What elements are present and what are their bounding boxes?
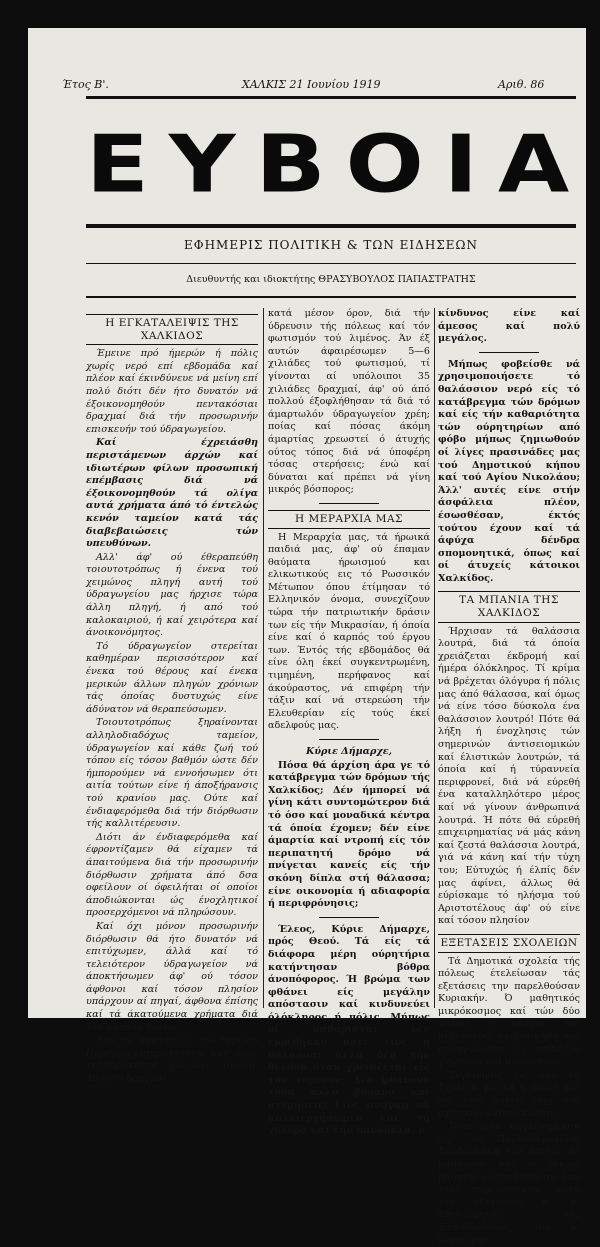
article-paragraph: Έλεος, Κύριε Δήμαρχε, πρός Θεού. Τά είς τά διάφορα μέρη ούρητήρια κατήντησαν βόθρα άνοπόφορος. Ή βρώμα των φθάνει είς μεγάλην απόστασιν καί κινδυνεύει όλόκληρος ή πόλις. Μήπως οί καθαρισταί δέν εύρέθηκαν ποτέ είνε ή θάλασσα; άλλά δέν τήν θέλουν όταν χρειάζεται είς τόν τόμεσον; Δέν φθάνουν τόσα άλλα βόσανα καί στερήσεις; Είνε ανάγκη νά καλλιεργήσωμεν καί τή χολέρα καί τήν πανούκλα; ό — [268, 923, 430, 1137]
article-paragraph: Ίδιαιτέραν συγκέντρωσιν είχε τό Παρθεναγωγείον Σανδουκάκη τού όποίου αί μαθήτριαι καί οί μικροί μαθηταί έθαυμάσθησαν άπό τούς παρευρεθέντας κατά τάς εξετάσεις κ. κ. Επιθεωρητάς τής Έκπαιδεύσεως, τόν κ. Νομάρχην, — [438, 1121, 580, 1246]
separator — [479, 352, 539, 353]
column-2 — [268, 308, 430, 1137]
place-date: ΧΑΛΚΙΣ 21 Ιουνίου 1919 — [242, 78, 381, 91]
newspaper-title: ΕΥΒΟΙΑ — [86, 118, 590, 211]
owner-line: Διευθυντής και ιδιοκτήτης ΘΡΑΣΥΒΟΥΛΟΣ ΠΑΠΑΣΤΡΑΤΗΣ — [186, 274, 476, 285]
article-headline: Κύριε Δήμαρχε, — [306, 746, 392, 757]
article-paragraph: Η Μεραρχία μας, τά ήρωικά παιδιά μας, άφ' ού έπαμαν θαύματα ήρωισμού και ελικωτικούς εις τό Ρωσσικόν Μέτωπον όπου έτίμησαν τό Ελληνικόν όνομα, συνεχίζουν τώρα τήν πατριωτικήν δράσιν των είς τήν Μικρασίαν, ή όποία είνε καί ό καρπός τού έργου των. Έντός τής εβδομάδος θά είνε όλη έκεί συγκεντρωμένη, τιμημένη, περήφανος καί άκούραστος, νά επιφέρη τήν τάξιν καί νά στερεώση τήν Ελευθερίαν είς τούς έκεί αδελφούς μας. — [268, 531, 430, 732]
article-paragraph: Μήπως φοβείσθε νά χρησιμοποιήσετε τό θαλάσσιον νερό είς τό κατάβρεγμα τών δρόμων καί είς τήν καθαριότητα τών ούρητηρίων από φόβο μήπως ζημιωθούν οί λίγες πρασινάδες μας τού Δημοτικού κήπου καί τού Αγίου Νικολάου; Άλλ' αυτές είνε στήν άσφάλεια πλέον, έσωσθέσαν, έκτός τούτου έχουν καί τά άφύχα δένδρα σπομονητικά, όπως καί οί άτυχείς κάτοικοι Χαλκίδος. — [438, 358, 580, 584]
article-headline: ΤΑ ΜΠΑΝΙΑ ΤΗΣ ΧΑΛΚΙΔΟΣ — [438, 591, 580, 622]
article-paragraph: Από τής συστάσεως τού ταμείου Πορθμού εισπράττονται κατ' έτος τεσσαράκοντα χιλιάδες (άριθμ. 40,000) δραχμαί — [86, 1035, 258, 1085]
newspaper-page — [28, 28, 590, 1246]
article-headline: ΕΞΕΤΑΣΕΙΣ ΣΧΟΛΕΙΩΝ — [438, 934, 580, 953]
column-divider — [263, 308, 264, 1008]
article-paragraph: κατά μέσον όρον, διά τήν ύδρευσιν τής πόλεως καί τόν φωτισμόν τού λιμένος. Άν έξ αυτών άφαιρέσωμεν 5—6 χιλιάδες τού φωτισμού, τί γίνονται αί υπόλοιποι 35 χιλιάδες δραχμαί, άφ' ού άπό πολλού έξοφλήθησαν τά διά τό άμαρτωλόν ύδραγωγείον χρέη; ποίας καί πόσας άκόμη άμαρτίας χρεωστεί ό άτυχής ούτος τόπος διά νά ύποφέρη τόσας στερήσεις; ένώ καί δύναται καί πρέπει νά γίνη μικρός βόσπορος; — [268, 308, 430, 496]
article-paragraph: Καί όχι μόνον προσωρινήν διόρθωσιν θά ήτο δυνατόν νά επιτύχωμεν, άλλά καί τό τελειότερον ύδραγωγείον νά άποκτήσωμεν άφ' ού τόσον άφθονοι καί τόσον πλησίον υπάρχουν αί πηγαί, άφθονα έπίσης καί τά άκατούμενα χρήματα διά τόν σκοπόν τούτον. — [86, 920, 258, 1033]
article-paragraph: Ήρχισαν τά θαλάσσια λουτρά, διά τά όποία χρειάζεται έκδρομή καί ήμέρα όλόκληρος. Τί κρίμα νά βρέχεται όλόγυρα ή πόλις μας άπό θάλασσα, καί όμως νά είνε τόσο δύσκολα ένα θαλάσσιον λουτρό! Πότε θά λήξη ή ένοχλησις τών σημερινών άντισειομικών καί έλιστικών λουτρών, τά όποία καί ή τύραννεία περιφρονεί, διά νά εύρεθή ένα καταλληλότερο μέρος καί νά γίνουν άνθρωπινά λουτρά. Ή πότε θά εύρεθή επιχειρηματίας νά μάς κάνη καί ζεστά θαλάσσια λουτρά, γιά νά κάνη καί τήν τύχη του; Εύτυχώς ή έλπίς δέν μας άφίνει, άλλως θά εύρίσκαμε τό ηλήσμα τού Αριστοτέλους άφ' ού είνε καί τόσον πλησίον — [438, 625, 580, 927]
article-paragraph: Αλλ' άφ' ού έθεραπεύθη τοιουτοτρόπως ή ένενα τού χειμώνος πληγή αυτή τού ύδραγωγείου μας ήρχισε τώρα άλλη πληγή, ή από τού καλοκαιριού, ή καί χειρότερα καί άνοικονόμητος. — [86, 551, 258, 639]
article-paragraph: Τά Δημοτικά σχολεία τής πόλεως έτελείωσαν τάς εξετάσεις την παρελθούσαν Κυριακήν. Ό μαθητικός μικρόκοσμος καί τών δύο φύλων, ό κόσμος τού μέλλοντος, έφιλοτιμήθη καί συνηγωνίσθη είς επίδειξιν γνώσεων καί μορφώσεως. — [438, 955, 580, 1068]
separator — [319, 503, 379, 504]
article-paragraph: κίνδυνος είνε καί άμεσος καί πολύ μεγάλος. — [438, 308, 580, 345]
column-3 — [438, 308, 580, 1246]
article-paragraph: Διότι άν ένδιαφερόμεθα καί έφροντίζαμεν θά είχαμεν τά άπαιτούμενα διά τήν προσωρινήν διόρθωσιν χρήματα άπό δσα οφείλουν οί όφειλήται οί οποίοι άποδιώκονται ώς ένοχλητικοί προσερχόμενοι νά πληρώσουν. — [86, 831, 258, 919]
article-paragraph: Τοιουτοτρόπως ξηραίνονται αλληλοδιαδόχως ταμείον, ύδραγωγείον καί κάθε ζωή τού τόπου είς τόσον βαθμόν ώστε δέν ήμπορούμεν νά εννοήσωμεν ότι αιτία τούτων είνε ή άποξήρανσις τού κρανίου μας. Ούτε καί ένδιαφερόμεθα διά τήν διόρθωσιν τής καλλιτέρευσιν. — [86, 717, 258, 830]
article-paragraph: Έμεινε πρό ήμερών ή πόλις χωρίς νερό επί εβδομάδα καί πλέον καί έκινδύνευε νά μείνη επί πολύ διότι δέν ήτο δυνατόν νά έξοικονομηθούν πεντακόσιαι δραχμαί διά τήν προσωρινήν επισκευήν τού ύδραγωγείου. — [86, 348, 258, 435]
article-paragraph: Τό ύδραγωγείον στερείται καθημέραν περισσότερον καί ένεκα τού θέρους καί ένεκα μερικών άλλων πληγών χρόνιων τάς όποίας δυστυχώς είνε άδύνατον νά θεραπεύσωμεν. — [86, 640, 258, 715]
article-paragraph: Πόσα θά άρχίση άρα γε τό κατάβρεγμα τών δρόμων τής Χαλκίδος; Δέν ήμπορεί νά γίνη κάτι συντομώτερον διά τό όσο καί μοναδικά κέντρα τά όποία έχομεν; δέν είνε άμαρτία καί ντροπή είς τόν περιπατητή δρόμο νά πνίγεται κανείς είς τήν σκόνη δίπλα στή θάλασσα; είνε οικονομία ή αδιαφορία ή περιφρόνησις; — [268, 759, 430, 910]
issue-number: Αριθ. 86 — [498, 78, 545, 91]
subtitle-rule — [86, 263, 576, 264]
column-divider — [434, 308, 435, 1008]
article-headline: Η ΕΓΚΑΤΑΛΕΙΨΙΣ ΤΗΣ ΧΑΛΚΙΔΟΣ — [86, 314, 258, 345]
article-headline: Η ΜΕΡΑΡΧΙΑ ΜΑΣ — [268, 510, 430, 529]
separator — [319, 917, 379, 918]
masthead-rule-bottom — [86, 224, 576, 228]
separator — [319, 739, 379, 740]
article-paragraph: Συγκίνησις είς όλα τά Σχολεία γενική ή όποία καί είς τούς γονείς είχε τήν σχετικήν άντανάκλασιν. — [438, 1069, 580, 1119]
article-paragraph: Καί έχρειάσθη περιστάμενων άρχών καί ιδιωτέρων φίλων προσωπική επέμβασις διά νά έξοικονομηθούν τά ολίγα αυτά χρήματα άπό τό έντελώς κενόν ταμείον κατά τάς διαβεβαιώσεις τών υπευθύνων. — [86, 437, 258, 550]
year-label: Έτος Β'. — [62, 78, 109, 91]
masthead-rule-top — [86, 96, 576, 99]
newspaper-subtitle: ΕΦΗΜΕΡΙΣ ΠΟΛΙΤΙΚΗ & ΤΩΝ ΕΙΔΗΣΕΩΝ — [183, 238, 478, 252]
column-1 — [86, 308, 258, 1085]
masthead-info — [28, 72, 586, 96]
header-rule — [86, 296, 576, 298]
